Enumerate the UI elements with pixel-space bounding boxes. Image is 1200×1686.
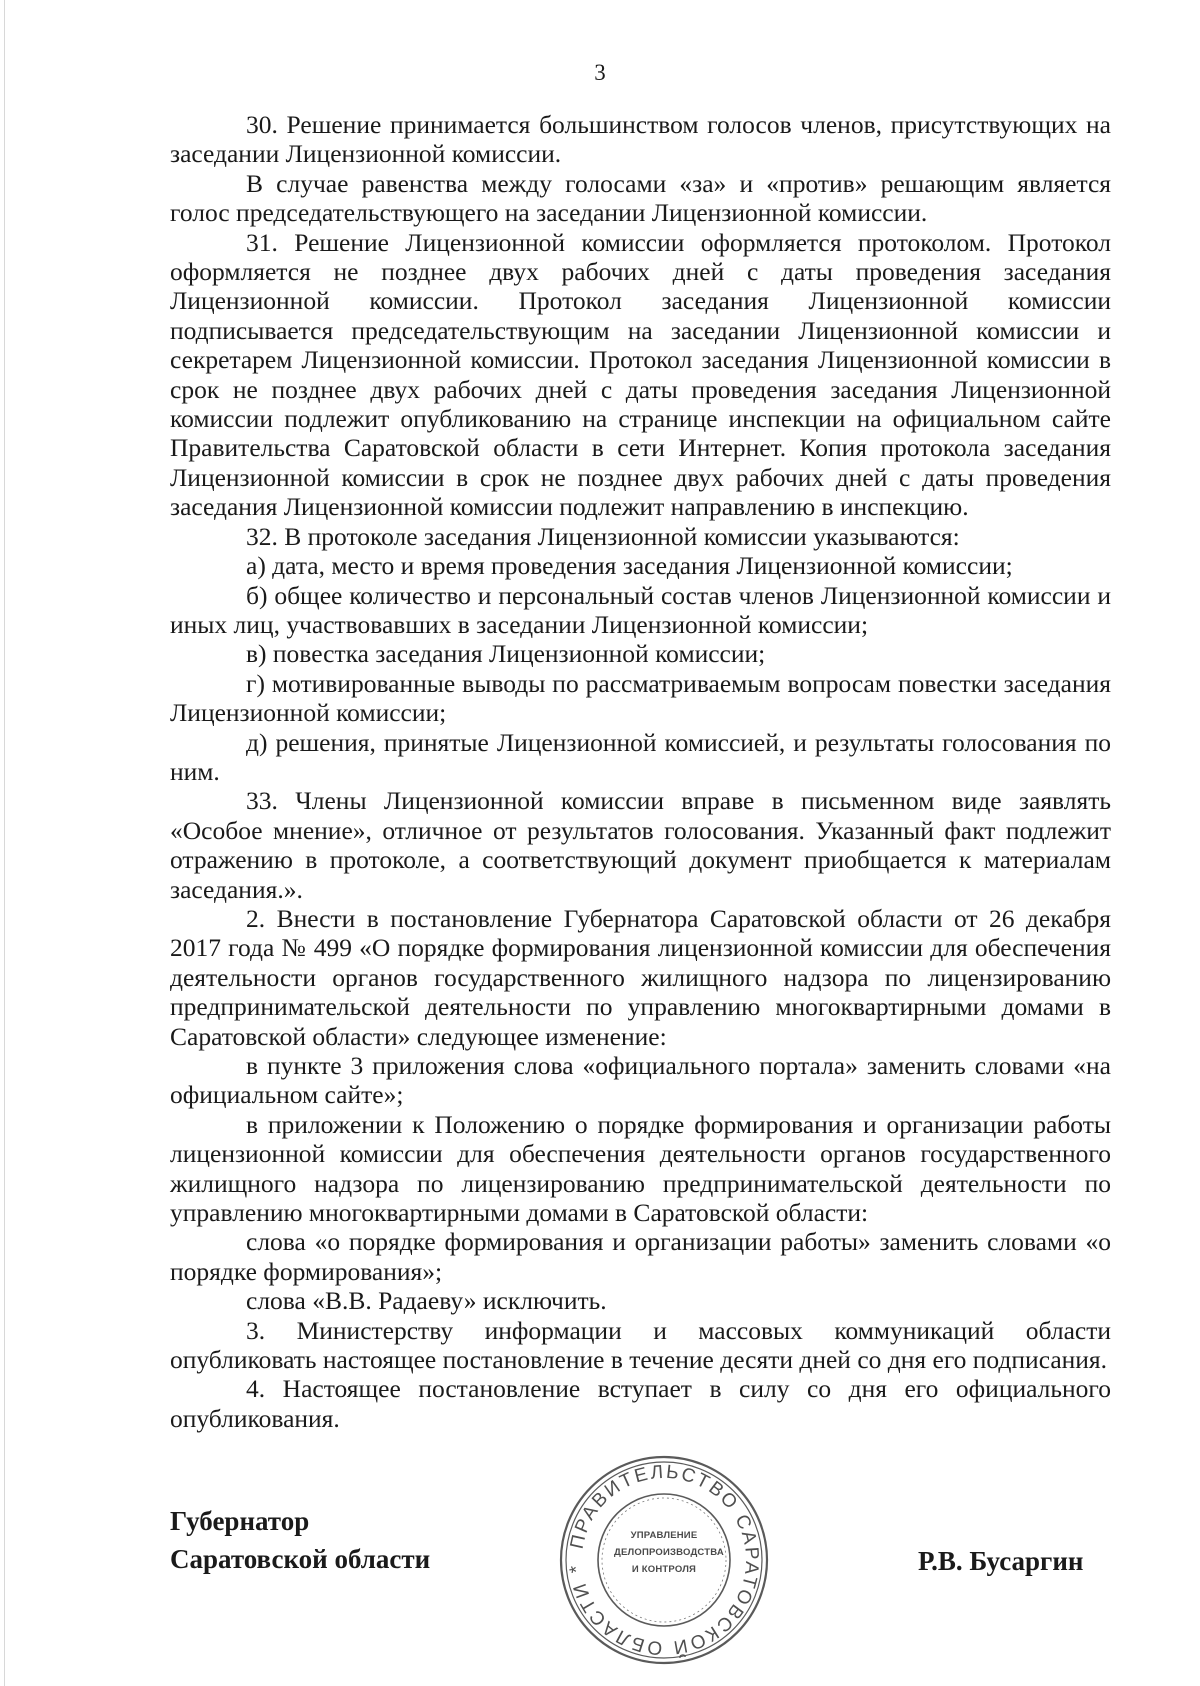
paragraph-31: 31. Решение Лицензионной комиссии оформляется протоколом. Протокол оформляется не позднее двух рабочих дней с даты проведения заседания Лицензионной комиссии. Протокол заседания Лицензионной комиссии подписывается председательствующим на заседании Лицензионной комиссии и секретарем Лицензионной комиссии. Протокол заседания Лицензионной комиссии в срок не позднее двух рабочих дней с даты проведения заседания Лицензионной комиссии подлежит опубликованию на странице инспекции на официальном сайте Правительства Саратовской области в сети Интернет. Копия протокола заседания Лицензионной комиссии в срок не позднее двух рабочих дней с даты проведения заседания Лицензионной комиссии подлежит направлению в инспекцию. [170, 227, 1111, 522]
amendment-2-item-1: в пункте 3 приложения слова «официального портала» заменить словами «на официальном сайте»; [170, 1051, 1111, 1110]
list-item-a: а) дата, место и время проведения заседания Лицензионной комиссии; [246, 551, 1013, 581]
paragraph-30: 30. Решение принимается большинством голосов членов, присутствующих на заседании Лицензионной комиссии. [170, 110, 1111, 169]
scan-margin-line [4, 0, 5, 1686]
signatory-title-line2: Саратовской области [170, 1544, 431, 1574]
page-number: 3 [594, 60, 606, 85]
seal-center-line2: ДЕЛОПРОИЗВОДСТВА [614, 1547, 724, 1558]
list-item-b: б) общее количество и персональный состав членов Лицензионной комиссии и иных лиц, участвовавших в заседании Лицензионной комиссии; [170, 580, 1111, 639]
list-item-g: г) мотивированные выводы по рассматриваемым вопросам повестки заседания Лицензионной комиссии; [170, 668, 1111, 728]
list-item-v: в) повестка заседания Лицензионной комиссии; [246, 639, 766, 669]
amendment-2: 2. Внести в постановление Губернатора Саратовской области от 26 декабря 2017 года № 499 «О порядке формирования лицензионной комиссии для обеспечения деятельности органов государственного жилищного надзора по лицензированию предпринимательской деятельности по управлению многоквартирными домами в Саратовской области» следующее изменение: [170, 903, 1111, 1051]
official-seal-stamp [558, 1454, 770, 1666]
signatory-title-line1: Губернатор [170, 1506, 310, 1536]
seal-ring-text: ПРАВИТЕЛЬСТВО САРАТОВСКОЙ ОБЛАСТИ * [565, 1461, 763, 1659]
paragraph-32: 32. В протоколе заседания Лицензионной комиссии указываются: [246, 521, 960, 551]
seal-center-line1: УПРАВЛЕНИЕ [630, 1530, 698, 1541]
signatory-title [170, 1502, 430, 1578]
document-body [170, 110, 1111, 1433]
paragraph-30-tie: В случае равенства между голосами «за» и «против» решающим является голос председательствующего на заседании Лицензионной комиссии. [170, 168, 1111, 228]
amendment-2-item-2: в приложении к Положению о порядке формирования и организации работы лицензионной комиссии для обеспечения деятельности органов государственного жилищного надзора по лицензированию предпринимательской деятельности по управлению многоквартирными домами в Саратовской области: [170, 1109, 1111, 1228]
amendment-2-item-3: слова «о порядке формирования и организации работы» заменить словами «о порядке формирования»; [170, 1227, 1111, 1286]
list-item-d: д) решения, принятые Лицензионной комиссией, и результаты голосования по ним. [170, 727, 1111, 786]
seal-center-line3: И КОНТРОЛЯ [631, 1564, 697, 1575]
signatory-name: Р.В. Бусаргин [918, 1546, 1084, 1576]
seal-center-text [614, 1527, 724, 1578]
clause-4: 4. Настоящее постановление вступает в силу со дня его официального опубликования. [170, 1374, 1111, 1433]
amendment-2-item-4: слова «В.В. Радаеву» исключить. [246, 1286, 607, 1316]
paragraph-33: 33. Члены Лицензионной комиссии вправе в письменном виде заявлять «Особое мнение», отличное от результатов голосования. Указанный факт подлежит отражению в протоколе, а соответствующий документ приобщается к материалам заседания.». [170, 786, 1111, 904]
clause-3: 3. Министерству информации и массовых коммуникаций области опубликовать настоящее постановление в течение десяти дней со дня его подписания. [170, 1315, 1111, 1375]
